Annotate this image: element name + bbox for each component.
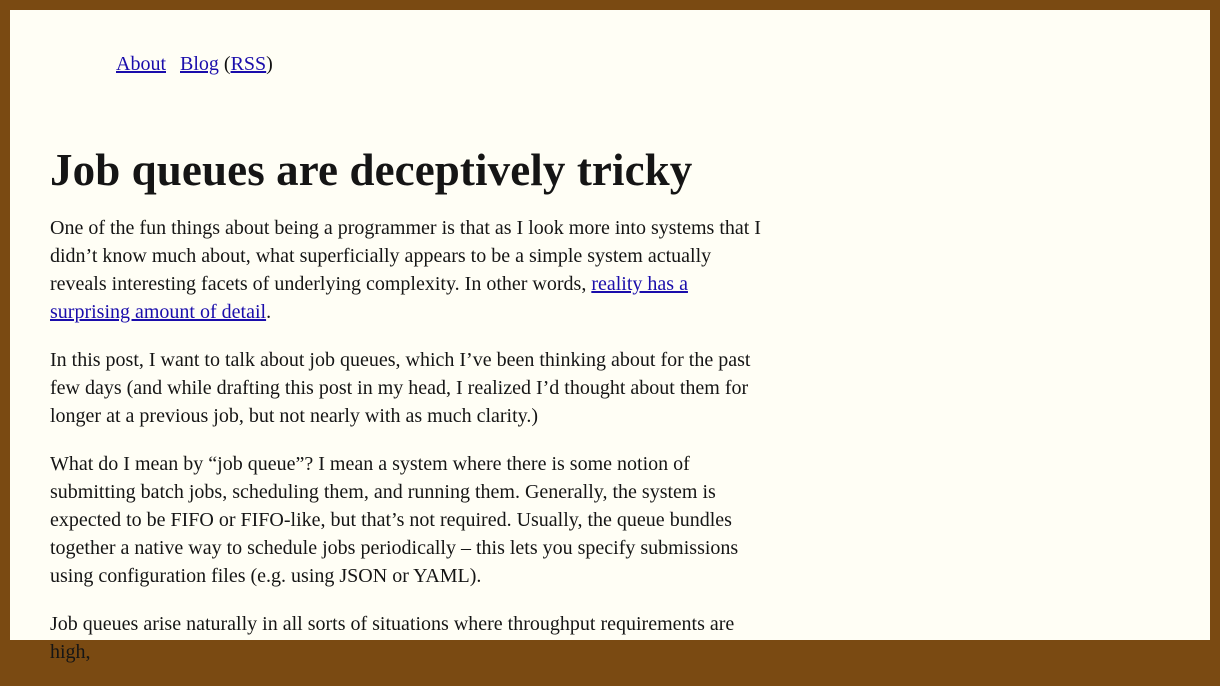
- article-paragraph-3: What do I mean by “job queue”? I mean a system where there is some notion of submitting batch jobs, scheduling them, and running them. Generally, the system is expected to be FIFO or FIFO-like, but that’s not required. Usually, the queue bundles together a native way to schedule jobs periodically – this lets you specify submissions using configuration files (e.g. using JSON or YAML).: [50, 453, 739, 587]
- nav-paren-open: (: [223, 53, 231, 75]
- article-title: Job queues are deceptively tricky: [50, 145, 693, 195]
- article-paragraph-4: Job queues arise naturally in all sorts of situations where throughput requirements are high,: [50, 613, 735, 663]
- reality-detail-link[interactable]: reality has a surprising amount of detail: [50, 273, 688, 323]
- paragraph-1-end: .: [266, 301, 272, 323]
- article-paragraph-2: In this post, I want to talk about job queues, which I’ve been thinking about for the past few days (and while drafting this post in my head, I realized I’d thought about them for longer at a previous job, but not nearly with as much clarity.): [50, 349, 751, 427]
- nav-paren-close: ): [266, 53, 273, 75]
- article: [50, 140, 772, 686]
- article-paragraph-1: [50, 214, 772, 326]
- page: [10, 10, 1210, 663]
- nav-link-rss[interactable]: RSS: [230, 53, 267, 75]
- paragraph-1-text: One of the fun things about being a programmer is that as I look more into systems that I didn’t know much about, what superficially appears to be a simple system actually reveals interesting facets of underlying complexity. In other words,: [50, 217, 761, 295]
- nav-link-blog[interactable]: Blog: [180, 53, 219, 75]
- nav-link-about[interactable]: About: [116, 53, 166, 75]
- top-nav: [116, 52, 273, 76]
